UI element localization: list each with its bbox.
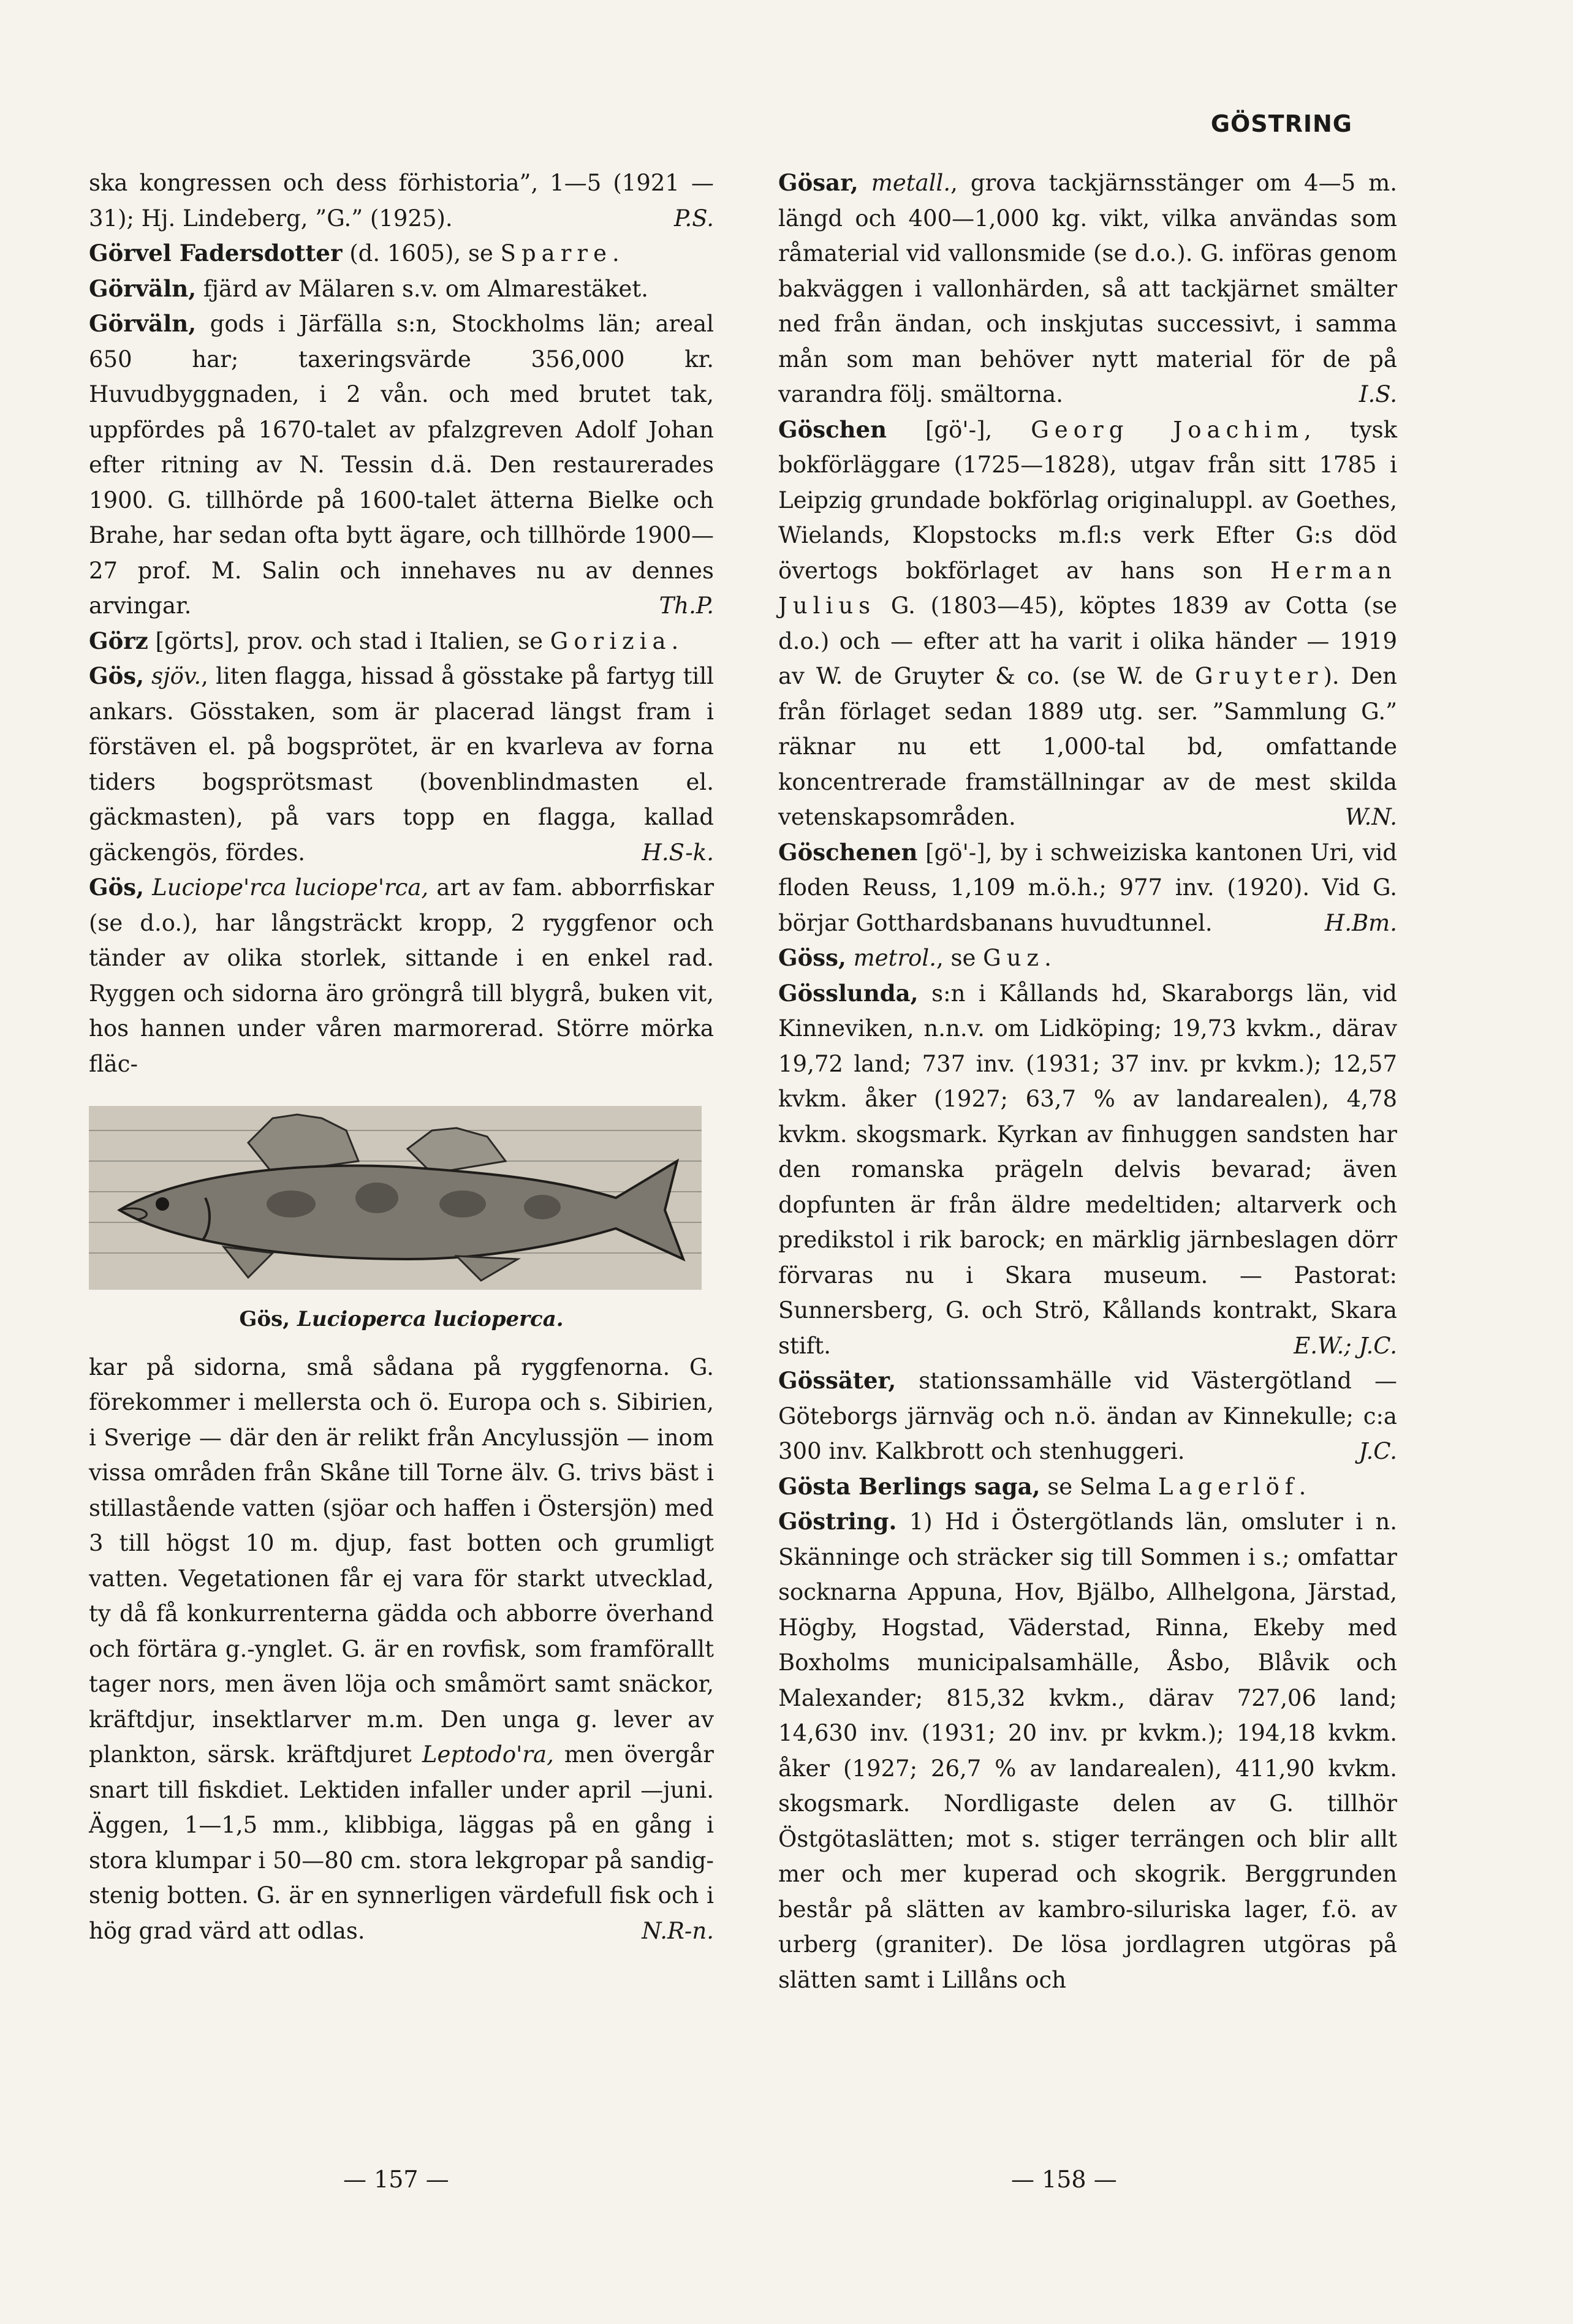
entry-head: Göss, xyxy=(778,944,846,971)
entry xyxy=(89,271,714,307)
signature: H.S-k. xyxy=(642,839,714,866)
entry-text: , se xyxy=(936,945,984,971)
entry xyxy=(778,1469,1397,1505)
entry-abbr: metall. xyxy=(858,170,951,196)
entry xyxy=(778,835,1397,941)
entry-text: stationssamhälle vid Västergötland —Göteborgs järnväg och n.ö. ändan av Kinnekulle; c:a 300 inv. Kalkbrott och stenhuggeri. xyxy=(778,1368,1397,1464)
signature: W.N. xyxy=(1344,804,1397,830)
entry-text: [gö'-], by i schweiziska kantonen Uri, vid floden Reuss, 1,109 m.ö.h.; 977 inv. (1920). Vid G. börjar Gotthardsbanans huvudtunnel. xyxy=(778,839,1397,936)
cross-reference: Gorizia xyxy=(550,627,672,654)
entry xyxy=(778,976,1397,1364)
entry-text: kar på sidorna, små sådana på ryggfenorna. G. förekommer i mellersta och ö. Europa och s. Sibirien, i Sverige — där den är relikt från Ancylussjön — inom vissa områden från Skåne till Torne älv. G. trivs bäst i stillastående vatten (sjöar och haffen i Östersjön) med 3 till högst 10 m. djup, fast botten och grumligt vatten. Vegetationen får ej vara för starkt utvecklad, ty då få konkurrenterna gädda och abborre överhand och förtära g.-ynglet. G. är en rovfisk, som framförallt tager nors, men även löja och småmört samt snäckor, kräftdjur, insektlarver m.m. Den unga g. lever av plankton, särsk. kräftdjuret xyxy=(89,1353,714,1768)
cross-reference: Gruyter xyxy=(1195,663,1324,689)
entry xyxy=(778,412,1397,835)
cross-reference: Lagerlöf xyxy=(1158,1473,1299,1500)
entry-head: Göstring. xyxy=(778,1508,897,1535)
zander-fish-icon xyxy=(89,1106,702,1290)
left-column xyxy=(89,165,714,1948)
cross-reference: Guz xyxy=(983,945,1045,971)
entry xyxy=(89,1350,714,1949)
entry-head: Gössäter, xyxy=(778,1367,896,1394)
entry xyxy=(778,1363,1397,1469)
entry xyxy=(778,1504,1397,1997)
entry-text: 1) Hd i Östergötlands län, omsluter i n. Skänninge och sträcker sig till Sommen i s.; omfattar socknarna Appuna, Hov, Bjälbo, Allhelgona, Järstad, Högby, Hogstad, Väderstad, Rinna, Ekeby med Boxholms municipalsamhälle, Åsbo, Blåvik och Malexander; 815,32 kvkm., därav 727,06 land; 14,630 inv. (1931; 20 inv. pr kvkm.); 194,18 kvkm. åker (1927; 26,7 % av landarealen), 411,90 kvkm. skogsmark. Nordligaste delen av G. tillhör Östgötaslätten; mot s. stiger terrängen och blir allt mer och mer kuperad och skogrik. Berggrunden består på slätten av kambro-siluriska lager, f.ö. av urberg (graniter). De lösa jordlagren utgöras på slätten samt i Lillåns och xyxy=(778,1508,1397,1993)
entry-abbr: sjöv. xyxy=(144,663,202,689)
entry-text: fjärd av Mälaren s.v. om Almarestäket. xyxy=(196,275,648,302)
signature: J.C. xyxy=(1359,1438,1397,1464)
entry-head: Gösta Berlings saga, xyxy=(778,1472,1040,1500)
entry-head: Göschenen xyxy=(778,838,918,866)
signature: H.Bm. xyxy=(1324,909,1397,936)
person-name: Herman Julius xyxy=(778,557,1397,619)
entry-head: Göschen xyxy=(778,415,887,443)
signature: I.S. xyxy=(1359,381,1397,407)
entry-head: Görväln, xyxy=(89,310,197,337)
entry xyxy=(778,165,1397,412)
entry xyxy=(778,941,1397,976)
figure-caption xyxy=(89,1302,714,1338)
entry-text: G. (1803—45), köptes 1839 av Cotta (se d.o.) och — efter att ha varit i olika händer — 1919 av W. de Gruyter & co. (se W. de xyxy=(778,592,1397,689)
entry xyxy=(89,624,714,659)
right-column xyxy=(778,165,1397,1997)
running-head: GÖSTRING xyxy=(1210,110,1352,137)
entry-text: ). Den från förlaget sedan 1889 utg. ser. ”Sammlung G.” räknar nu ett 1,000-tal bd, omfattande koncentrerade framställningar av de mest skilda vetenskapsområden. xyxy=(778,663,1397,830)
entry-abbr: metrol. xyxy=(846,945,936,971)
entry-text: art av fam. abborrfiskar (se d.o.), har långsträckt kropp, 2 ryggfenor och tänder av olika storlek, sittande i en enkel rad. Ryggen och sidorna äro gröngrå till blygrå, buken vit, hos hannen under våren marmorerad. Större mörka fläc- xyxy=(89,874,714,1077)
entry-head: Gös, xyxy=(89,874,144,901)
entry-text: (d. 1605), se xyxy=(342,240,501,267)
entry-abbr: Leptodo'ra, xyxy=(422,1741,554,1768)
page-number-left: — 157 — xyxy=(343,2166,449,2193)
entry-head: Görz xyxy=(89,627,148,654)
entry-tail: men övergår snart till fiskdiet. Lektiden infaller under april —juni. Äggen, 1—1,5 mm., klibbiga, läggas på en gång i stora klumpar i 50—80 cm. stora lekgropar på sandig-stenig botten. G. är en synnerligen värdefull fisk och i hög grad värd att odlas. xyxy=(89,1741,714,1944)
cross-reference: Sparre xyxy=(500,240,613,267)
entry-text: s:n i Kållands hd, Skaraborgs län, vid Kinneviken, n.n.v. om Lidköping; 19,73 kvkm., därav 19,72 land; 737 inv. (1931; 37 inv. pr kvkm.); 12,57 kvkm. åker (1927; 63,7 % av landarealen), 4,78 kvkm. skogsmark. Kyrkan av finhuggen sandsten har den romanska prägeln delvis bevarad; även dopfunten är från äldre medeltiden; altarverk och predikstol i rik barock; en märklig järnbeslagen dörr förvaras nu i Skara museum. — Pastorat: Sunnersberg, G. och Strö, Kållands kontrakt, Skara stift. xyxy=(778,980,1397,1359)
entry-text: , tysk bokförläggare (1725—1828), utgav från sitt 1785 i Leipzig grundade bokförlag originaluppl. av Goethes, Wielands, Klopstocks m.fl:s verk Efter G:s död övertogs bokförlaget av hans son xyxy=(778,416,1398,584)
entry-tail: . xyxy=(1044,945,1052,971)
entry xyxy=(89,870,714,1081)
person-name: Georg Joachim xyxy=(1031,416,1305,443)
entry xyxy=(89,236,714,271)
entry-tail: . xyxy=(671,627,679,654)
entry xyxy=(89,659,714,870)
entry-text: se Selma xyxy=(1040,1473,1158,1500)
entry-head: Gös, xyxy=(89,662,144,689)
entry-tail: . xyxy=(1298,1473,1306,1500)
caption-latin: Lucioperca lucioperca. xyxy=(290,1307,564,1331)
fish-illustration xyxy=(89,1106,702,1290)
entry-text: , grova tackjärnsstänger om 4—5 m. längd och 400—1,000 kg. vikt, vilka användas som råmaterial vid vallonsmide (se d.o.). G. införas genom bakväggen i vallonhärden, så att tackjärnet smälter ned från ändan, och inskjutas successivt, i samma mån som man behöver nytt material för de på varandra följ. smältorna. xyxy=(778,170,1397,407)
entry-abbr: Luciope'rca luciope'rca, xyxy=(144,874,429,901)
fish-figure xyxy=(89,1106,714,1338)
entry xyxy=(89,306,714,624)
signature: N.R-n. xyxy=(642,1917,714,1944)
entry-head: Görvel Fadersdotter xyxy=(89,240,343,267)
entry xyxy=(89,165,714,236)
caption-head: Gös, xyxy=(239,1307,290,1331)
entry-head: Gösslunda, xyxy=(778,979,919,1007)
signature: E.W.; J.C. xyxy=(1294,1332,1397,1359)
entry-text: , liten flagga, hissad å gösstake på fartyg till ankars. Gösstaken, som är placerad längst fram i förstäven el. på bogsprötet, är en kvarleva av forna tiders bogsprötsmast (bovenblindmasten el. gäckmasten), på vars topp en flagga, kallad gäckengös, fördes. xyxy=(89,663,714,866)
entry-head: Görväln, xyxy=(89,274,197,302)
entry-text: [gö'-], xyxy=(886,416,1031,443)
signature: Th.P. xyxy=(659,592,714,619)
entry-head: Gösar, xyxy=(778,169,859,196)
entry-text: gods i Järfälla s:n, Stockholms län; areal 650 har; taxeringsvärde 356,000 kr. Huvudbyggnaden, i 2 vån. och med brutet tak, uppfördes på 1670-talet av pfalzgreven Adolf Johan efter ritning av N. Tessin d.ä. Den restaurerades 1900. G. tillhörde på 1600-talet ätterna Bielke och Brahe, har sedan ofta bytt ägare, och tillhörde 1900—27 prof. M. Salin och innehaves nu av dennes arvingar. xyxy=(89,311,714,619)
entry-text: ska kongressen och dess förhistoria”, 1—5 (1921 —31); Hj. Lindeberg, ”G.” (1925). xyxy=(89,170,714,232)
page-number-right: — 158 — xyxy=(1011,2166,1117,2193)
entry-tail: . xyxy=(612,240,620,267)
entry-text: [görts], prov. och stad i Italien, se xyxy=(148,627,550,654)
signature: P.S. xyxy=(674,205,714,232)
